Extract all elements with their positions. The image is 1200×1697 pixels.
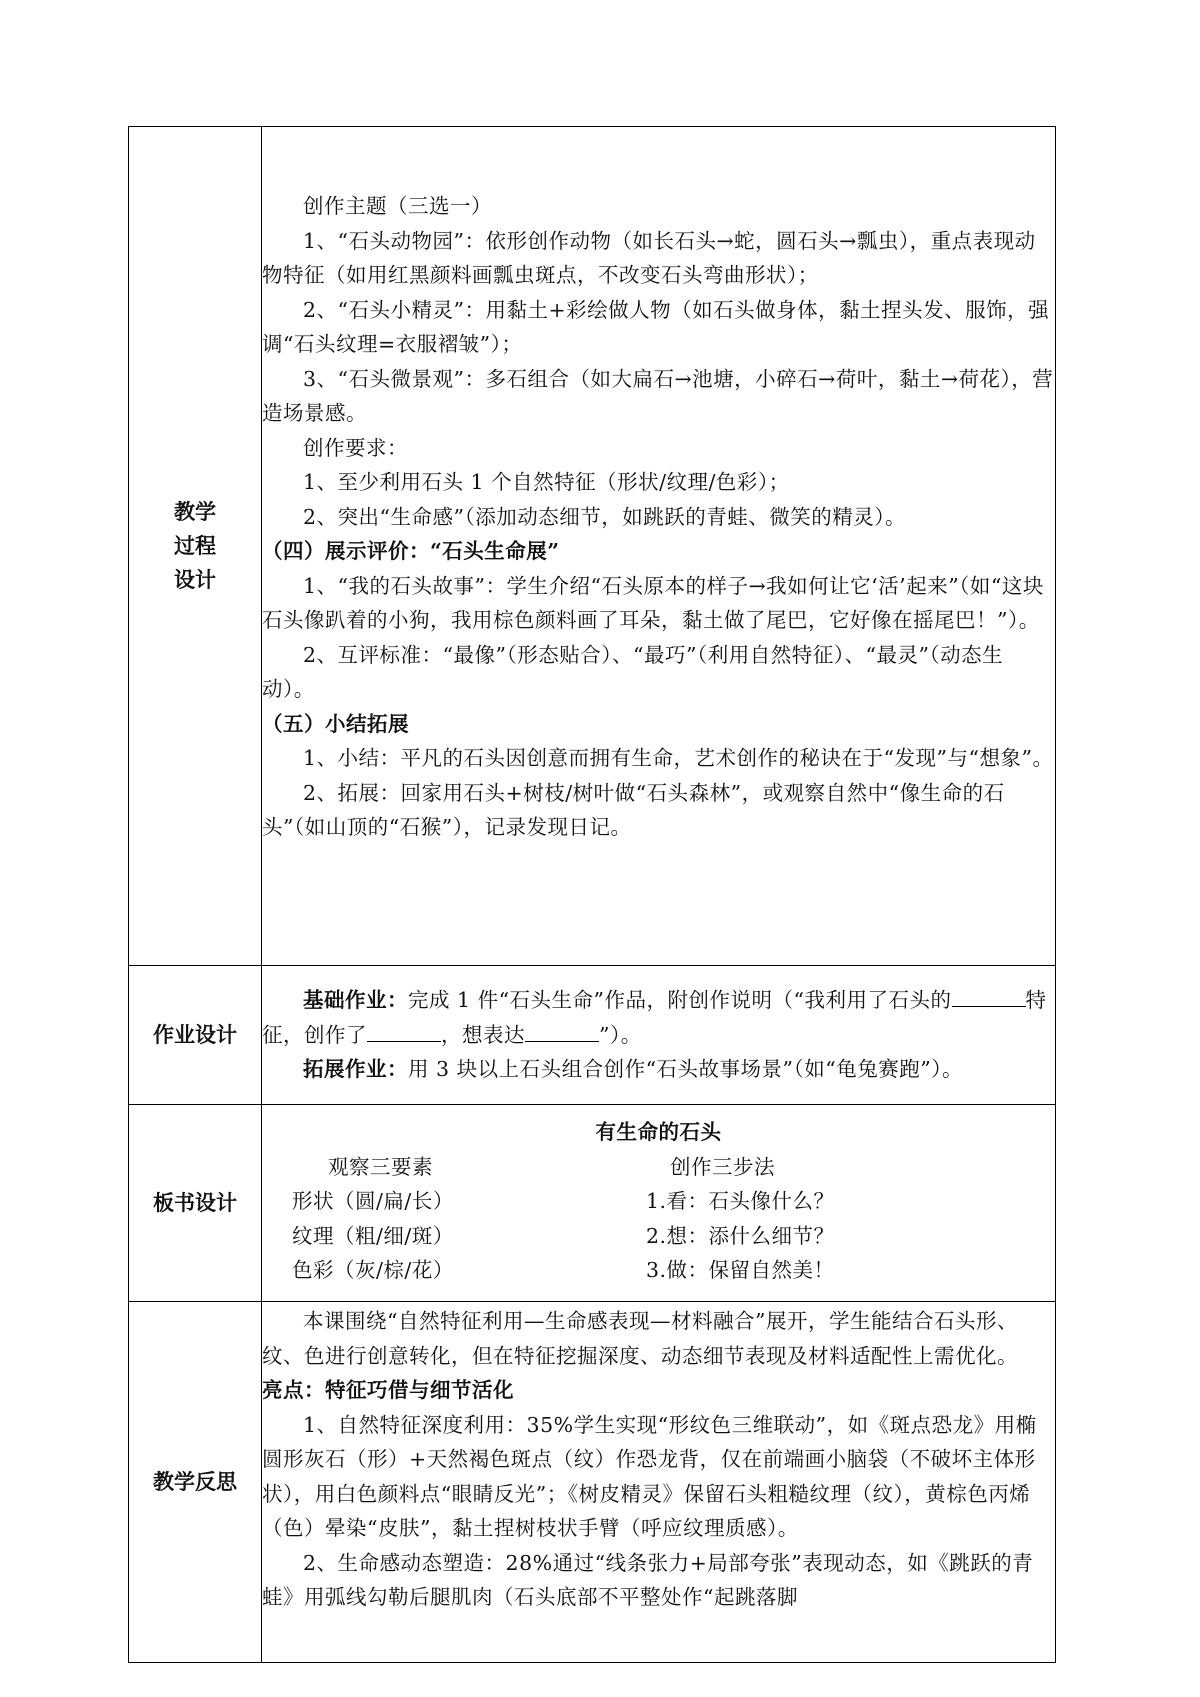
- reflection-paragraph: 2、生命感动态塑造：28%通过“线条张力+局部夸张”表现动态，如《跳跃的青蛙》用弧线勾勒后腿肌肉（石头底部不平整处作“起跳落脚: [262, 1550, 1034, 1609]
- board-col-b-head: 创作三步法: [670, 1154, 775, 1179]
- row-board-design: [129, 1105, 1056, 1302]
- basic-homework-text-3: ，想表达: [441, 1022, 525, 1047]
- row-teaching-process: [129, 127, 1056, 966]
- label-line: 设计: [174, 568, 216, 592]
- label-homework: 作业设计: [129, 966, 262, 1105]
- paragraph: 2、“石头小精灵”：用黏土+彩绘做人物（如石头做身体，黏土捏头发、服饰，强调“石头纹理=衣服褶皱”）；: [262, 297, 1050, 356]
- content-reflection: [262, 1302, 1056, 1663]
- board-grid: [262, 1150, 1055, 1288]
- highlight-heading: 亮点：特征巧借与细节活化: [262, 1378, 514, 1402]
- section-heading: （五）小结拓展: [262, 711, 409, 736]
- content-board-design: [262, 1105, 1056, 1302]
- board-col-a-item: 色彩（灰/棕/花）: [292, 1258, 454, 1282]
- paragraph: 2、互评标准：“最像”（形态贴合）、“最巧”（利用自然特征）、“最灵”（动态生动）。: [262, 642, 1004, 701]
- paragraph: 3、“石头微景观”：多石组合（如大扁石→池塘，小碎石→荷叶，黏土→荷花），营造场景感。: [262, 366, 1054, 425]
- paragraph: 1、至少利用石头 1 个自然特征（形状/纹理/色彩）；: [303, 470, 790, 494]
- label-board-design: 板书设计: [129, 1105, 262, 1302]
- board-col-a-head: 观察三要素: [328, 1154, 433, 1179]
- row-homework: [129, 966, 1056, 1105]
- basic-homework-text-1: 完成 1 件“石头生命”作品，附创作说明（“我利用了石头的: [408, 988, 952, 1013]
- basic-homework: [262, 983, 1055, 1052]
- basic-homework-text-4: ”）。: [599, 1022, 642, 1047]
- label-line: 过程: [174, 534, 216, 558]
- fill-blank: [525, 1019, 599, 1042]
- paragraph: 1、“石头动物园”：依形创作动物（如长石头→蛇，圆石头→瓢虫），重点表现动物特征（如用红黑颜料画瓢虫斑点，不改变石头弯曲形状）；: [262, 228, 1036, 287]
- section-heading: （四）展示评价：“石头生命展”: [262, 539, 560, 563]
- board-col-a-item: 纹理（粗/细/斑）: [292, 1223, 454, 1248]
- board-title: 有生命的石头: [595, 1120, 722, 1144]
- board-col-a-item: 形状（圆/扁/长）: [292, 1189, 454, 1213]
- paragraph: 1、小结：平凡的石头因创意而拥有生命，艺术创作的秘诀在于“发现”与“想象”。: [303, 746, 1054, 770]
- content-homework: [262, 966, 1056, 1105]
- paragraph: 1、“我的石头故事”：学生介绍“石头原本的样子→我如何让它‘活’起来”（如“这块石头像趴着的小狗，我用棕色颜料画了耳朵，黏土做了尾巴，它好像在摇尾巴！”）。: [262, 573, 1044, 632]
- reflection-intro: 本课围绕“自然特征利用—生命感表现—材料融合”展开，学生能结合石头形、纹、色进行创意转化，但在特征挖掘深度、动态细节表现及材料适配性上需优化。: [262, 1309, 1018, 1368]
- fill-blank: [367, 1019, 441, 1042]
- paragraph: 创作主题（三选一）: [303, 194, 492, 218]
- basic-homework-text-2: 特征，创作了: [262, 988, 1047, 1047]
- content-teaching-process: [262, 127, 1056, 966]
- board-col-b-item: 1.看：石头像什么？: [646, 1189, 835, 1213]
- board-col-b-item: 2.想：添什么细节？: [646, 1223, 835, 1248]
- lesson-plan-table: [128, 126, 1056, 1663]
- paragraph: 创作要求：: [303, 435, 408, 460]
- basic-homework-label: 基础作业：: [303, 988, 408, 1013]
- paragraph: 2、突出“生命感”（添加动态细节，如跳跃的青蛙、微笑的精灵）。: [303, 504, 907, 529]
- paragraph: 2、拓展：回家用石头+树枝/树叶做“石头森林”，或观察自然中“像生命的石头”（如山顶的“石猴”），记录发现日记。: [262, 780, 1005, 839]
- extended-homework-text: 用 3 块以上石头组合创作“石头故事场景”（如“龟兔赛跑”）。: [408, 1057, 963, 1082]
- reflection-paragraph: 1、自然特征深度利用：35%学生实现“形纹色三维联动”，如《斑点恐龙》用椭圆形灰石（形）+天然褐色斑点（纹）作恐龙背，仅在前端画小脑袋（不破坏主体形状），用白色颜料点“眼睛反光”；《树皮精灵》保留石头粗糙纹理（纹），黄棕色丙烯（色）晕染“皮肤”，黏土捏树枝状手臂（呼应纹理质感）。: [262, 1412, 1037, 1540]
- label-line: 教学: [174, 500, 216, 524]
- extended-homework: [262, 1052, 1055, 1087]
- label-reflection: 教学反思: [129, 1302, 262, 1663]
- row-reflection: [129, 1302, 1056, 1663]
- board-col-b-item: 3.做：保留自然美！: [646, 1258, 835, 1282]
- label-teaching-process: [129, 127, 262, 966]
- extended-homework-label: 拓展作业：: [303, 1057, 408, 1082]
- fill-blank: [952, 984, 1026, 1007]
